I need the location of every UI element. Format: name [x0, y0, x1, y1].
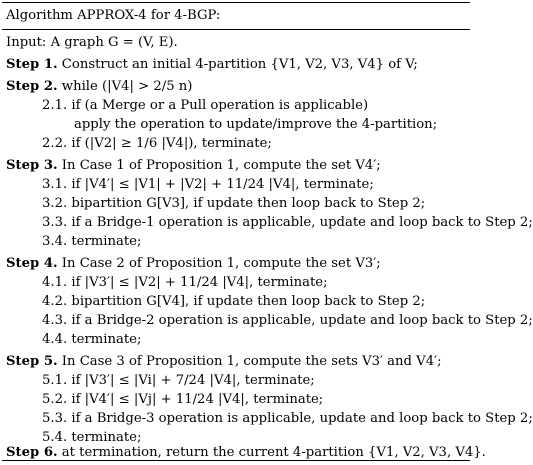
step-2-1-text: if (a Merge or a Pull operation is applicable) — [71, 98, 369, 113]
step-2-1b-text: apply the operation to update/improve the 4-partition; — [74, 117, 438, 132]
algorithm-box — [2, 2, 533, 461]
step-4-2-label: 4.2. — [42, 294, 68, 309]
step-5-4-text: terminate; — [71, 430, 142, 445]
step-1-label: Step 1. — [6, 57, 58, 72]
step-1-line — [6, 57, 418, 73]
step-2-2-line — [42, 136, 272, 152]
step-5-4-line — [42, 430, 141, 446]
step-4-label: Step 4. — [6, 256, 58, 271]
step-3-line — [6, 158, 381, 174]
step-5-3-label: 5.3. — [42, 411, 68, 426]
step-2-1-label: 2.1. — [42, 98, 68, 113]
step-4-line — [6, 256, 381, 272]
step-4-3-text: if a Bridge-2 operation is applicable, update and loop back to Step 2; — [71, 313, 533, 328]
top-rule — [2, 2, 470, 3]
step-5-1-line — [42, 373, 315, 389]
bottom-rule — [2, 460, 470, 461]
step-3-text: In Case 1 of Proposition 1, compute the set V4′; — [61, 158, 381, 173]
algorithm-header: Algorithm APPROX-4 for 4-BGP: — [6, 8, 221, 23]
input-line: Input: A graph G = (V, E). — [6, 35, 178, 50]
step-5-2-line — [42, 392, 323, 408]
step-3-1-text: if |V4′| ≤ |V1| + |V2| + 11/24 |V4|, terminate; — [71, 177, 374, 192]
step-4-text: In Case 2 of Proposition 1, compute the set V3′; — [61, 256, 381, 271]
step-2-line — [6, 79, 192, 95]
step-3-4-label: 3.4. — [42, 234, 68, 249]
step-5-1-label: 5.1. — [42, 373, 68, 388]
step-6-line — [6, 445, 486, 461]
step-4-4-line — [42, 332, 141, 348]
step-3-4-text: terminate; — [71, 234, 142, 249]
step-1-text: Construct an initial 4-partition {V1, V2, V3, V4} of V; — [61, 57, 418, 72]
step-3-2-text: bipartition G[V3], if update then loop back to Step 2; — [71, 196, 426, 211]
step-4-4-label: 4.4. — [42, 332, 68, 347]
step-5-label: Step 5. — [6, 354, 58, 369]
step-5-2-label: 5.2. — [42, 392, 68, 407]
step-6-label: Step 6. — [6, 445, 58, 460]
step-3-1-line — [42, 177, 374, 193]
step-4-2-text: bipartition G[V4], if update then loop back to Step 2; — [71, 294, 426, 309]
step-3-3-label: 3.3. — [42, 215, 68, 230]
step-2-2-label: 2.2. — [42, 136, 68, 151]
header-rule — [2, 29, 470, 30]
step-3-2-line — [42, 196, 425, 212]
step-5-line — [6, 354, 442, 370]
step-5-3-text: if a Bridge-3 operation is applicable, update and loop back to Step 2; — [71, 411, 533, 426]
step-2-text: while (|V4| > 2/5 n) — [61, 79, 193, 94]
step-3-3-text: if a Bridge-1 operation is applicable, update and loop back to Step 2; — [71, 215, 533, 230]
step-5-2-text: if |V4′| ≤ |Vj| + 11/24 |V4|, terminate; — [71, 392, 324, 407]
step-4-1-text: if |V3′| ≤ |V2| + 11/24 |V4|, terminate; — [71, 275, 328, 290]
step-3-4-line — [42, 234, 141, 250]
step-3-3-line — [42, 215, 533, 231]
step-2-1b-line — [74, 117, 437, 133]
step-4-3-line — [42, 313, 533, 329]
step-5-4-label: 5.4. — [42, 430, 68, 445]
step-3-2-label: 3.2. — [42, 196, 68, 211]
step-2-1-line — [42, 98, 368, 114]
step-2-2-text: if (|V2| ≥ 1/6 |V4|), terminate; — [71, 136, 272, 151]
step-3-1-label: 3.1. — [42, 177, 68, 192]
step-3-label: Step 3. — [6, 158, 58, 173]
step-4-2-line — [42, 294, 425, 310]
step-6-text: at termination, return the current 4-partition {V1, V2, V3, V4}. — [61, 445, 486, 460]
step-4-4-text: terminate; — [71, 332, 142, 347]
step-5-3-line — [42, 411, 533, 427]
step-2-label: Step 2. — [6, 79, 58, 94]
step-5-text: In Case 3 of Proposition 1, compute the sets V3′ and V4′; — [61, 354, 442, 369]
step-4-3-label: 4.3. — [42, 313, 68, 328]
step-4-1-label: 4.1. — [42, 275, 68, 290]
step-4-1-line — [42, 275, 328, 291]
step-5-1-text: if |V3′| ≤ |Vi| + 7/24 |V4|, terminate; — [71, 373, 315, 388]
